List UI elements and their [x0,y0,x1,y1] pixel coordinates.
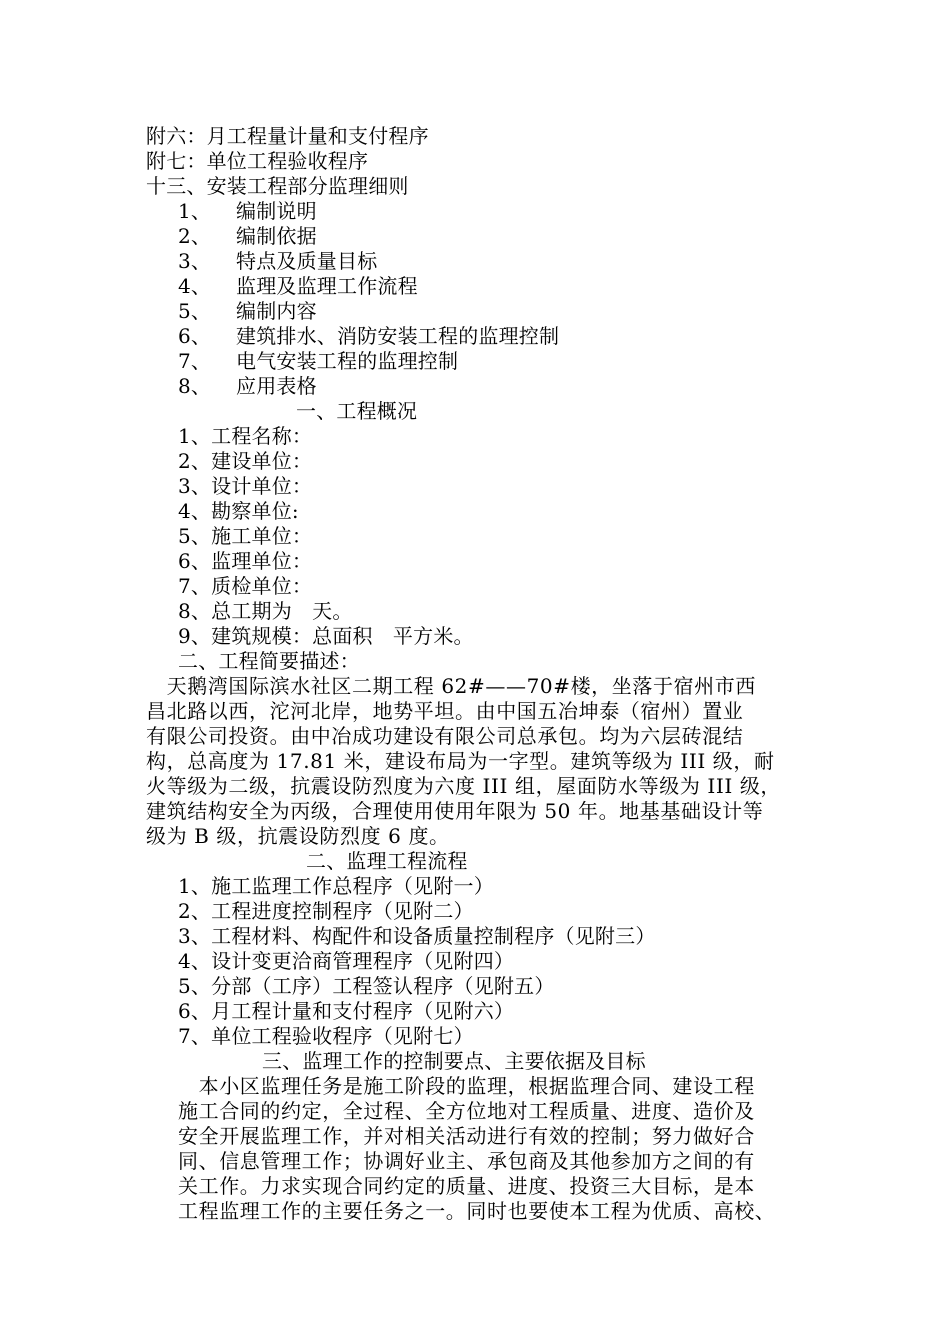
section-13-item [178,374,317,399]
item-number: 2、 [178,224,212,248]
item-text: 编制依据 [236,224,317,248]
item-number: 5、 [178,299,212,323]
overview-heading: 一、工程概况 [296,399,418,423]
control-heading: 三、监理工作的控制要点、主要依据及目标 [262,1049,646,1073]
paragraph-line: 级为 B 级，抗震设防烈度 6 度。 [146,824,450,848]
flow-item: 4、设计变更洽商管理程序（见附四） [178,949,515,973]
paragraph-line: 天鹅湾国际滨水社区二期工程 62#——70#楼，坐落于宿州市西 [146,674,756,698]
flow-item: 5、分部（工序）工程签认程序（见附五） [178,974,555,998]
item-text: 电气安装工程的监理控制 [236,349,459,373]
brief-paragraph [146,674,781,849]
section-13-item [178,224,317,249]
item-text: 应用表格 [236,374,317,398]
item-text: 特点及质量目标 [236,249,378,273]
item-text: 编制内容 [236,299,317,323]
section-13-title: 十三、安装工程部分监理细则 [146,174,409,198]
section-13-item [178,299,317,324]
appendix-6: 附六：月工程量计量和支付程序 [146,124,429,148]
paragraph-line: 关工作。力求实现合同约定的质量、进度、投资三大目标，是本 [178,1174,755,1198]
overview-item: 8、总工期为 天。 [178,599,353,623]
paragraph-line: 施工合同的约定，全过程、全方位地对工程质量、进度、造价及 [178,1099,755,1123]
appendix-7: 附七：单位工程验收程序 [146,149,369,173]
flow-item: 6、月工程计量和支付程序（见附六） [178,999,515,1023]
paragraph-line: 火等级为二级，抗震设防烈度为六度 III 组，屋面防水等级为 III 级， [146,774,782,798]
section-13-item [178,274,418,299]
paragraph-line: 工程监理工作的主要任务之一。同时也要使本工程为优质、高校、 [178,1199,776,1223]
flow-heading: 二、监理工程流程 [306,849,468,873]
item-number: 6、 [178,324,212,348]
item-number: 1、 [178,199,212,223]
paragraph-line: 同、信息管理工作；协调好业主、承包商及其他参加方之间的有 [178,1149,755,1173]
overview-item: 6、监理单位： [178,549,313,573]
section-13-item [178,249,377,274]
overview-item: 9、建筑规模：总面积 平方米。 [178,624,474,648]
flow-item: 1、施工监理工作总程序（见附一） [178,874,494,898]
item-number: 3、 [178,249,212,273]
section-13-item [178,324,559,349]
section-13-item [178,349,458,374]
flow-item: 2、工程进度控制程序（见附二） [178,899,474,923]
brief-heading: 二、工程简要描述： [178,649,360,673]
paragraph-line: 构，总高度为 17.81 米，建设布局为一字型。建筑等级为 III 级，耐 [146,749,775,773]
item-number: 7、 [178,349,212,373]
overview-item: 3、设计单位： [178,474,313,498]
item-number: 4、 [178,274,212,298]
flow-item: 3、工程材料、构配件和设备质量控制程序（见附三） [178,924,656,948]
paragraph-line: 有限公司投资。由中冶成功建设有限公司总承包。均为六层砖混结 [146,724,744,748]
overview-item: 2、建设单位： [178,449,313,473]
item-text: 监理及监理工作流程 [236,274,418,298]
paragraph-line: 建筑结构安全为丙级，合理使用使用年限为 50 年。地基基础设计等 [146,799,764,823]
overview-item: 4、勘察单位: [178,499,299,523]
item-text: 建筑排水、消防安装工程的监理控制 [236,324,560,348]
paragraph-line: 本小区监理任务是施工阶段的监理，根据监理合同、建设工程 [178,1074,755,1098]
overview-item: 7、质检单位： [178,574,313,598]
paragraph-line: 安全开展监理工作，并对相关活动进行有效的控制；努力做好合 [178,1124,755,1148]
item-number: 8、 [178,374,212,398]
overview-item: 1、工程名称： [178,424,313,448]
paragraph-line: 昌北路以西，沱河北岸，地势平坦。由中国五冶坤泰（宿州）置业 [146,699,744,723]
control-paragraph [178,1074,775,1224]
item-text: 编制说明 [236,199,317,223]
overview-item: 5、施工单位： [178,524,313,548]
section-13-item [178,199,317,224]
flow-item: 7、单位工程验收程序（见附七） [178,1024,474,1048]
